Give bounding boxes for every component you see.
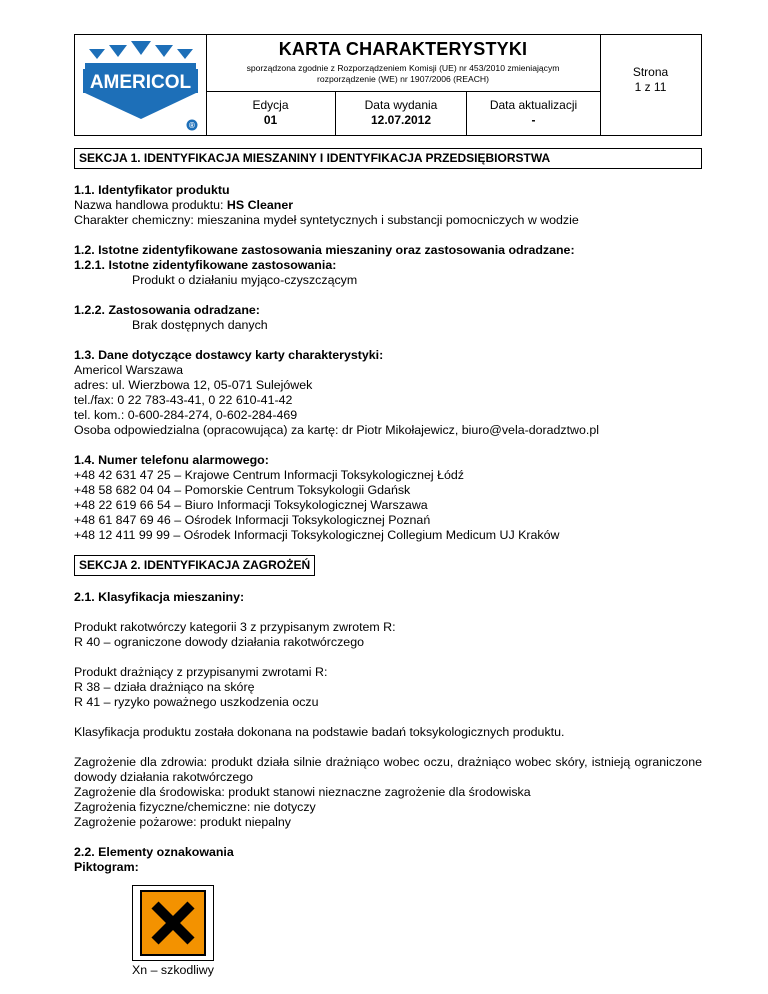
phys-hazard: Zagrożenia fizyczne/chemiczne: nie dotyczy <box>74 800 316 814</box>
env-hazard: Zagrożenie dla środowiska: produkt stanowi nieznaczne zagrożenie dla środowiska <box>74 785 531 799</box>
carc-intro: Produkt rakotwórczy kategorii 3 z przypisanym zwrotem R: <box>74 620 396 634</box>
fire-hazard: Zagrożenie pożarowe: produkt niepalny <box>74 815 291 829</box>
pictogram-caption: Xn – szkodliwy <box>132 963 214 977</box>
document-title: KARTA CHARAKTERYSTYKI <box>278 39 528 59</box>
edition-label: Edycja <box>252 98 289 112</box>
document-subtitle: sporządzona zgodnie z Rozporządzeniem Komisji (UE) nr 453/2010 zmieniającym rozporządzenie (WE) nr 1907/2006 (REACH) <box>246 63 560 84</box>
irr-r38: R 38 – działa drażniąco na skórę <box>74 680 255 694</box>
issue-date-label: Data wydania <box>364 98 438 112</box>
carc-r40: R 40 – ograniczone dowody działania rakotwórczego <box>74 635 364 649</box>
s12-heading: 1.2. Istotne zidentyfikowane zastosowania mieszaniny oraz zastosowania odradzane: <box>74 243 575 257</box>
emergency-line: +48 61 847 69 46 – Ośrodek Informacji Toksykologicznej Poznań <box>74 513 431 527</box>
edition-value: 01 <box>263 113 278 127</box>
s22-heading: 2.2. Elementy oznakowania <box>74 845 234 859</box>
pictogram-heading: Piktogram: <box>74 860 139 874</box>
s122-text: Brak dostępnych danych <box>132 318 268 332</box>
emergency-line: +48 42 631 47 25 – Krajowe Centrum Informacji Toksykologicznej Łódź <box>74 468 464 482</box>
update-date-value: - <box>531 113 536 127</box>
s11-heading: 1.1. Identyfikator produktu <box>74 183 230 197</box>
update-date-cell <box>467 92 600 136</box>
logo-cell <box>75 35 207 135</box>
supplier-line: tel./fax: 0 22 783-43-41, 0 22 610-41-42 <box>74 393 293 407</box>
section-1-title: SEKCJA 1. IDENTYFIKACJA MIESZANINY I IDENTYFIKACJA PRZEDSIĘBIORSTWA <box>74 148 702 169</box>
edition-cell <box>206 92 336 136</box>
chemical-character: Charakter chemiczny: mieszanina mydeł syntetycznych i substancji pomocniczych w wodzie <box>74 213 579 227</box>
logo-text: AMERICOL <box>89 72 192 93</box>
document-header <box>74 34 702 136</box>
irr-r41: R 41 – ryzyko poważnego uszkodzenia oczu <box>74 695 319 709</box>
classification-basis: Klasyfikacja produktu została dokonana na podstawie badań toksykologicznych produktu. <box>74 725 565 739</box>
issue-date-value: 12.07.2012 <box>370 113 432 127</box>
page-label: Strona <box>632 65 669 79</box>
s14-heading: 1.4. Numer telefonu alarmowego: <box>74 453 269 467</box>
americol-logo <box>75 35 206 135</box>
update-date-label: Data aktualizacji <box>489 98 578 112</box>
header-meta-row <box>206 91 600 136</box>
section-2-title: SEKCJA 2. IDENTYFIKACJA ZAGROŻEŃ <box>74 555 315 576</box>
s21-heading: 2.1. Klasyfikacja mieszaniny: <box>74 590 245 604</box>
supplier-line: tel. kom.: 0-600-284-274, 0-602-284-469 <box>74 408 298 422</box>
page-number-cell <box>600 35 701 135</box>
trade-name-value: HS Cleaner <box>226 198 294 212</box>
supplier-line: adres: ul. Wierzbowa 12, 05-071 Sulejówek <box>74 378 313 392</box>
page-number <box>600 65 701 95</box>
registered-mark: ® <box>189 121 195 130</box>
supplier-line: Americol Warszawa <box>74 363 184 377</box>
health-hazard: Zagrożenie dla zdrowia: produkt działa silnie drażniąco wobec oczu, drażniąco wobec skóry, istnieją ograniczone dowody działania rakotwórczego <box>74 755 702 784</box>
trade-name-line <box>74 198 702 213</box>
s121-heading: 1.2.1. Istotne zidentyfikowane zastosowania: <box>74 258 337 272</box>
pictogram-frame <box>132 885 214 961</box>
issue-date-cell <box>336 92 467 136</box>
emergency-line: +48 58 682 04 04 – Pomorskie Centrum Toksykologii Gdańsk <box>74 483 411 497</box>
page-value: 1 z 11 <box>634 80 667 94</box>
emergency-line: +48 12 411 99 99 – Ośrodek Informacji Toksykologicznej Collegium Medicum UJ Kraków <box>74 528 560 542</box>
supplier-line: Osoba odpowiedzialna (opracowująca) za kartę: dr Piotr Mikołajewicz, biuro@vela-doradztwo.pl <box>74 423 599 437</box>
emergency-line: +48 22 619 66 54 – Biuro Informacji Toksykologicznej Warszawa <box>74 498 428 512</box>
s121-text: Produkt o działaniu myjąco-czyszczącym <box>132 273 358 287</box>
s13-heading: 1.3. Dane dotyczące dostawcy karty charakterystyki: <box>74 348 384 362</box>
trade-name-label: Nazwa handlowa produktu: <box>74 198 227 212</box>
document-body <box>74 148 702 978</box>
header-title-cell <box>206 35 601 135</box>
harmful-x-icon <box>140 890 206 956</box>
irr-intro: Produkt drażniący z przypisanymi zwrotami R: <box>74 665 328 679</box>
s122-heading: 1.2.2. Zastosowania odradzane: <box>74 303 260 317</box>
